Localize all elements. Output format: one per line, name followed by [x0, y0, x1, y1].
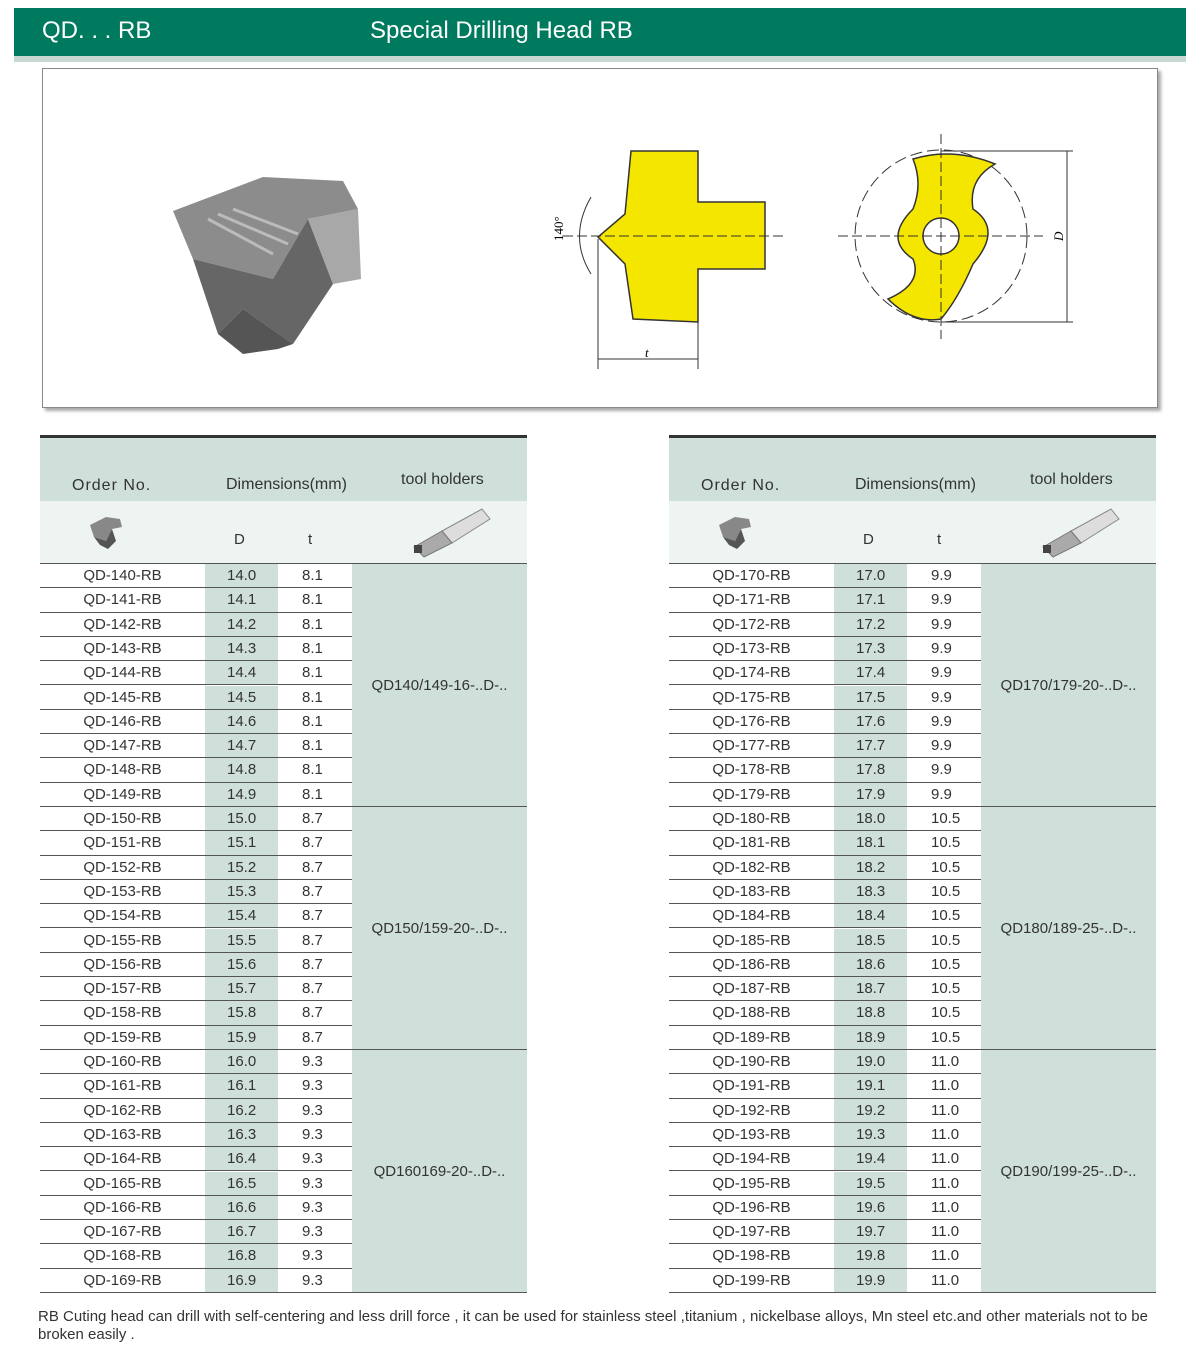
order-no-cell: QD-158-RB: [40, 1001, 205, 1025]
D-value-cell: 17.6: [834, 710, 907, 734]
order-no-cell: QD-185-RB: [669, 929, 834, 953]
header-underline: [14, 56, 1186, 62]
table-row: [40, 929, 352, 953]
t-value-cell: 10.5: [907, 904, 981, 928]
angle-label: 140°: [551, 216, 566, 241]
t-value-cell: 8.7: [278, 831, 352, 855]
order-no-cell: QD-147-RB: [40, 734, 205, 758]
D-value-cell: 18.0: [834, 807, 907, 831]
order-no-cell: QD-150-RB: [40, 807, 205, 831]
t-value-cell: 9.9: [907, 564, 981, 588]
tool-holder-cell: QD140/149-16-..D-..: [352, 564, 527, 807]
t-value-cell: 9.3: [278, 1172, 352, 1196]
D-column-header: D: [234, 531, 245, 548]
t-value-cell: 10.5: [907, 1026, 981, 1050]
table-header-row: [40, 435, 527, 501]
D-value-cell: 15.3: [205, 880, 278, 904]
t-value-cell: 11.0: [907, 1220, 981, 1244]
table-row: [40, 856, 352, 880]
table-row: [669, 1099, 981, 1123]
t-value-cell: 9.3: [278, 1074, 352, 1098]
order-no-cell: QD-184-RB: [669, 904, 834, 928]
table-row: [40, 758, 352, 782]
order-no-cell: QD-168-RB: [40, 1244, 205, 1268]
t-value-cell: 11.0: [907, 1123, 981, 1147]
order-no-cell: QD-170-RB: [669, 564, 834, 588]
table-row: [669, 1074, 981, 1098]
D-value-cell: 19.1: [834, 1074, 907, 1098]
t-value-cell: 10.5: [907, 807, 981, 831]
order-no-cell: QD-155-RB: [40, 929, 205, 953]
table-row: [669, 710, 981, 734]
t-value-cell: 9.3: [278, 1050, 352, 1074]
order-no-header: Order No.: [701, 477, 781, 494]
order-no-cell: QD-171-RB: [669, 588, 834, 612]
t-value-cell: 10.5: [907, 953, 981, 977]
order-no-cell: QD-197-RB: [669, 1220, 834, 1244]
product-figure: [42, 68, 1158, 408]
t-value-cell: 8.1: [278, 686, 352, 710]
D-value-cell: 15.8: [205, 1001, 278, 1025]
table-row: [40, 1172, 352, 1196]
order-no-cell: QD-179-RB: [669, 783, 834, 807]
left-product-table: [40, 435, 527, 1293]
table-row: [669, 1050, 981, 1074]
t-value-cell: 10.5: [907, 977, 981, 1001]
drill-head-icon: [86, 511, 130, 551]
order-no-cell: QD-187-RB: [669, 977, 834, 1001]
D-value-cell: 15.7: [205, 977, 278, 1001]
product-code: QD. . . RB: [42, 17, 152, 44]
order-no-cell: QD-176-RB: [669, 710, 834, 734]
D-value-cell: 14.0: [205, 564, 278, 588]
table-subheader-row: [40, 501, 527, 564]
D-value-cell: 14.1: [205, 588, 278, 612]
t-value-cell: 8.1: [278, 734, 352, 758]
t-value-cell: 8.7: [278, 904, 352, 928]
order-no-header: Order No.: [72, 477, 152, 494]
D-value-cell: 19.6: [834, 1196, 907, 1220]
table-row: [669, 1172, 981, 1196]
D-value-cell: 14.9: [205, 783, 278, 807]
t-column-header: t: [937, 531, 942, 548]
tool-holder-cell: QD180/189-25-..D-..: [981, 807, 1156, 1050]
D-value-cell: 18.4: [834, 904, 907, 928]
t-value-cell: 11.0: [907, 1244, 981, 1268]
order-no-cell: QD-154-RB: [40, 904, 205, 928]
D-value-cell: 14.3: [205, 637, 278, 661]
table-row: [40, 661, 352, 685]
order-no-cell: QD-162-RB: [40, 1099, 205, 1123]
tool-holders-header: tool holders: [1030, 471, 1113, 488]
dimensions-header: Dimensions(mm): [226, 476, 347, 493]
side-view-drawing: [551, 151, 783, 369]
table-row: [669, 613, 981, 637]
t-value-cell: 8.1: [278, 661, 352, 685]
D-value-cell: 17.3: [834, 637, 907, 661]
t-value-cell: 10.5: [907, 831, 981, 855]
order-no-cell: QD-192-RB: [669, 1099, 834, 1123]
order-no-cell: QD-146-RB: [40, 710, 205, 734]
t-value-cell: 11.0: [907, 1074, 981, 1098]
tool-holder-cell: QD190/199-25-..D-..: [981, 1050, 1156, 1293]
D-value-cell: 17.5: [834, 686, 907, 710]
table-row: [40, 904, 352, 928]
dimensions-header: Dimensions(mm): [855, 476, 976, 493]
table-row: [669, 904, 981, 928]
order-no-cell: QD-186-RB: [669, 953, 834, 977]
table-row: [40, 1123, 352, 1147]
order-no-cell: QD-145-RB: [40, 686, 205, 710]
t-value-cell: 9.3: [278, 1147, 352, 1171]
D-value-cell: 15.1: [205, 831, 278, 855]
t-value-cell: 9.9: [907, 783, 981, 807]
order-no-cell: QD-183-RB: [669, 880, 834, 904]
D-value-cell: 17.2: [834, 613, 907, 637]
order-no-cell: QD-142-RB: [40, 613, 205, 637]
t-value-cell: 9.9: [907, 734, 981, 758]
t-value-cell: 9.3: [278, 1196, 352, 1220]
t-dimension-label: t: [645, 345, 649, 360]
t-value-cell: 8.1: [278, 613, 352, 637]
right-table-body: [669, 564, 1156, 1293]
table-subheader-row: [669, 501, 1156, 564]
D-value-cell: 19.2: [834, 1099, 907, 1123]
D-value-cell: 16.5: [205, 1172, 278, 1196]
table-row: [40, 1196, 352, 1220]
D-value-cell: 17.4: [834, 661, 907, 685]
order-no-cell: QD-182-RB: [669, 856, 834, 880]
D-value-cell: 15.6: [205, 953, 278, 977]
D-value-cell: 18.8: [834, 1001, 907, 1025]
D-dimension-label: D: [1051, 231, 1066, 241]
t-value-cell: 9.3: [278, 1123, 352, 1147]
table-row: [40, 1244, 352, 1268]
t-value-cell: 9.9: [907, 588, 981, 612]
tool-holder-cell: QD170/179-20-..D-..: [981, 564, 1156, 807]
t-value-cell: 9.9: [907, 710, 981, 734]
order-no-cell: QD-193-RB: [669, 1123, 834, 1147]
D-value-cell: 18.2: [834, 856, 907, 880]
table-row: [40, 686, 352, 710]
order-no-cell: QD-159-RB: [40, 1026, 205, 1050]
footer-description: RB Cuting head can drill with self-centering and less drill force , it can be used for stainless steel ,titanium , nickelbase alloys, Mn steel etc.and other materials not to be broken easily .: [38, 1308, 1148, 1343]
drill-head-photo: [173, 177, 361, 354]
D-value-cell: 17.8: [834, 758, 907, 782]
D-value-cell: 14.8: [205, 758, 278, 782]
table-row: [40, 1220, 352, 1244]
order-no-cell: QD-189-RB: [669, 1026, 834, 1050]
order-no-cell: QD-161-RB: [40, 1074, 205, 1098]
order-no-cell: QD-144-RB: [40, 661, 205, 685]
D-value-cell: 19.3: [834, 1123, 907, 1147]
table-row: [40, 783, 352, 807]
table-row: [669, 783, 981, 807]
t-value-cell: 8.1: [278, 758, 352, 782]
D-value-cell: 14.6: [205, 710, 278, 734]
table-row: [669, 807, 981, 831]
t-value-cell: 9.3: [278, 1220, 352, 1244]
table-row: [40, 734, 352, 758]
order-no-cell: QD-175-RB: [669, 686, 834, 710]
t-value-cell: 10.5: [907, 880, 981, 904]
table-row: [40, 564, 352, 588]
D-value-cell: 14.4: [205, 661, 278, 685]
table-row: [40, 880, 352, 904]
table-row: [669, 1001, 981, 1025]
t-value-cell: 11.0: [907, 1172, 981, 1196]
tool-holder-cell: QD150/159-20-..D-..: [352, 807, 527, 1050]
page-header: [14, 8, 1186, 56]
table-row: [669, 734, 981, 758]
t-value-cell: 8.1: [278, 637, 352, 661]
product-illustration: [43, 69, 1157, 407]
D-value-cell: 16.4: [205, 1147, 278, 1171]
D-value-cell: 16.6: [205, 1196, 278, 1220]
D-value-cell: 18.9: [834, 1026, 907, 1050]
D-value-cell: 15.9: [205, 1026, 278, 1050]
table-row: [40, 831, 352, 855]
t-value-cell: 8.1: [278, 710, 352, 734]
order-no-cell: QD-143-RB: [40, 637, 205, 661]
table-row: [669, 1244, 981, 1268]
D-value-cell: 16.3: [205, 1123, 278, 1147]
order-no-cell: QD-167-RB: [40, 1220, 205, 1244]
D-value-cell: 17.9: [834, 783, 907, 807]
D-value-cell: 19.9: [834, 1269, 907, 1293]
tool-holder-cell: QD160169-20-..D-..: [352, 1050, 527, 1293]
table-row: [40, 1001, 352, 1025]
D-value-cell: 19.0: [834, 1050, 907, 1074]
table-row: [40, 1147, 352, 1171]
table-row: [40, 1269, 352, 1293]
D-value-cell: 14.7: [205, 734, 278, 758]
order-no-cell: QD-198-RB: [669, 1244, 834, 1268]
t-value-cell: 11.0: [907, 1147, 981, 1171]
D-value-cell: 16.7: [205, 1220, 278, 1244]
table-row: [669, 1196, 981, 1220]
order-no-cell: QD-153-RB: [40, 880, 205, 904]
t-value-cell: 11.0: [907, 1196, 981, 1220]
order-no-cell: QD-199-RB: [669, 1269, 834, 1293]
t-value-cell: 8.7: [278, 880, 352, 904]
table-row: [669, 661, 981, 685]
table-row: [40, 807, 352, 831]
D-value-cell: 16.2: [205, 1099, 278, 1123]
order-no-cell: QD-169-RB: [40, 1269, 205, 1293]
table-row: [669, 686, 981, 710]
D-value-cell: 18.7: [834, 977, 907, 1001]
order-no-cell: QD-160-RB: [40, 1050, 205, 1074]
table-row: [40, 710, 352, 734]
D-value-cell: 15.5: [205, 929, 278, 953]
order-no-cell: QD-181-RB: [669, 831, 834, 855]
table-row: [669, 1123, 981, 1147]
table-row: [40, 1026, 352, 1050]
D-value-cell: 16.0: [205, 1050, 278, 1074]
order-no-cell: QD-165-RB: [40, 1172, 205, 1196]
D-value-cell: 14.5: [205, 686, 278, 710]
D-value-cell: 17.0: [834, 564, 907, 588]
left-table-body: [40, 564, 527, 1293]
D-value-cell: 19.5: [834, 1172, 907, 1196]
D-value-cell: 17.7: [834, 734, 907, 758]
D-value-cell: 15.0: [205, 807, 278, 831]
order-no-cell: QD-177-RB: [669, 734, 834, 758]
order-no-cell: QD-149-RB: [40, 783, 205, 807]
order-no-cell: QD-195-RB: [669, 1172, 834, 1196]
table-row: [669, 831, 981, 855]
t-value-cell: 8.7: [278, 1026, 352, 1050]
order-no-cell: QD-178-RB: [669, 758, 834, 782]
order-no-cell: QD-173-RB: [669, 637, 834, 661]
table-row: [40, 953, 352, 977]
t-value-cell: 8.7: [278, 856, 352, 880]
page-title: Special Drilling Head RB: [370, 17, 633, 44]
tool-holders-header: tool holders: [401, 471, 484, 488]
table-row: [669, 929, 981, 953]
order-no-cell: QD-157-RB: [40, 977, 205, 1001]
order-no-cell: QD-156-RB: [40, 953, 205, 977]
table-row: [40, 1074, 352, 1098]
t-value-cell: 11.0: [907, 1269, 981, 1293]
t-value-cell: 9.9: [907, 613, 981, 637]
t-value-cell: 10.5: [907, 856, 981, 880]
D-value-cell: 15.2: [205, 856, 278, 880]
table-row: [40, 1099, 352, 1123]
table-row: [669, 880, 981, 904]
t-value-cell: 9.9: [907, 758, 981, 782]
table-row: [669, 564, 981, 588]
t-value-cell: 11.0: [907, 1099, 981, 1123]
t-value-cell: 8.1: [278, 783, 352, 807]
t-value-cell: 8.1: [278, 564, 352, 588]
order-no-cell: QD-140-RB: [40, 564, 205, 588]
D-value-cell: 16.1: [205, 1074, 278, 1098]
order-no-cell: QD-194-RB: [669, 1147, 834, 1171]
D-value-cell: 19.4: [834, 1147, 907, 1171]
order-no-cell: QD-151-RB: [40, 831, 205, 855]
D-value-cell: 14.2: [205, 613, 278, 637]
table-row: [40, 613, 352, 637]
table-row: [669, 1269, 981, 1293]
t-value-cell: 9.9: [907, 661, 981, 685]
tool-holder-icon: [412, 503, 492, 559]
order-no-cell: QD-190-RB: [669, 1050, 834, 1074]
D-column-header: D: [863, 531, 874, 548]
order-no-cell: QD-172-RB: [669, 613, 834, 637]
t-value-cell: 9.3: [278, 1244, 352, 1268]
table-row: [669, 953, 981, 977]
table-row: [40, 637, 352, 661]
drill-head-icon: [715, 511, 759, 551]
right-product-table: [669, 435, 1156, 1293]
table-row: [669, 1147, 981, 1171]
D-value-cell: 18.1: [834, 831, 907, 855]
t-column-header: t: [308, 531, 313, 548]
D-value-cell: 18.5: [834, 929, 907, 953]
D-value-cell: 17.1: [834, 588, 907, 612]
t-value-cell: 8.1: [278, 588, 352, 612]
t-value-cell: 9.9: [907, 686, 981, 710]
D-value-cell: 18.3: [834, 880, 907, 904]
t-value-cell: 8.7: [278, 929, 352, 953]
order-no-cell: QD-196-RB: [669, 1196, 834, 1220]
t-value-cell: 10.5: [907, 1001, 981, 1025]
table-row: [40, 977, 352, 1001]
order-no-cell: QD-191-RB: [669, 1074, 834, 1098]
t-value-cell: 11.0: [907, 1050, 981, 1074]
t-value-cell: 8.7: [278, 953, 352, 977]
order-no-cell: QD-152-RB: [40, 856, 205, 880]
order-no-cell: QD-148-RB: [40, 758, 205, 782]
t-value-cell: 9.9: [907, 637, 981, 661]
t-value-cell: 8.7: [278, 1001, 352, 1025]
order-no-cell: QD-141-RB: [40, 588, 205, 612]
D-value-cell: 16.9: [205, 1269, 278, 1293]
t-value-cell: 8.7: [278, 807, 352, 831]
t-value-cell: 8.7: [278, 977, 352, 1001]
t-value-cell: 10.5: [907, 929, 981, 953]
order-no-cell: QD-180-RB: [669, 807, 834, 831]
table-row: [40, 1050, 352, 1074]
order-no-cell: QD-164-RB: [40, 1147, 205, 1171]
order-no-cell: QD-174-RB: [669, 661, 834, 685]
D-value-cell: 18.6: [834, 953, 907, 977]
table-row: [669, 1026, 981, 1050]
order-no-cell: QD-188-RB: [669, 1001, 834, 1025]
table-row: [669, 1220, 981, 1244]
D-value-cell: 19.8: [834, 1244, 907, 1268]
table-row: [669, 588, 981, 612]
D-value-cell: 19.7: [834, 1220, 907, 1244]
table-row: [669, 856, 981, 880]
table-row: [669, 758, 981, 782]
D-value-cell: 15.4: [205, 904, 278, 928]
table-row: [40, 588, 352, 612]
D-value-cell: 16.8: [205, 1244, 278, 1268]
table-header-row: [669, 435, 1156, 501]
t-value-cell: 9.3: [278, 1269, 352, 1293]
table-row: [669, 977, 981, 1001]
tool-holder-icon: [1041, 503, 1121, 559]
end-view-drawing: [838, 134, 1073, 339]
t-value-cell: 9.3: [278, 1099, 352, 1123]
order-no-cell: QD-163-RB: [40, 1123, 205, 1147]
table-row: [669, 637, 981, 661]
order-no-cell: QD-166-RB: [40, 1196, 205, 1220]
